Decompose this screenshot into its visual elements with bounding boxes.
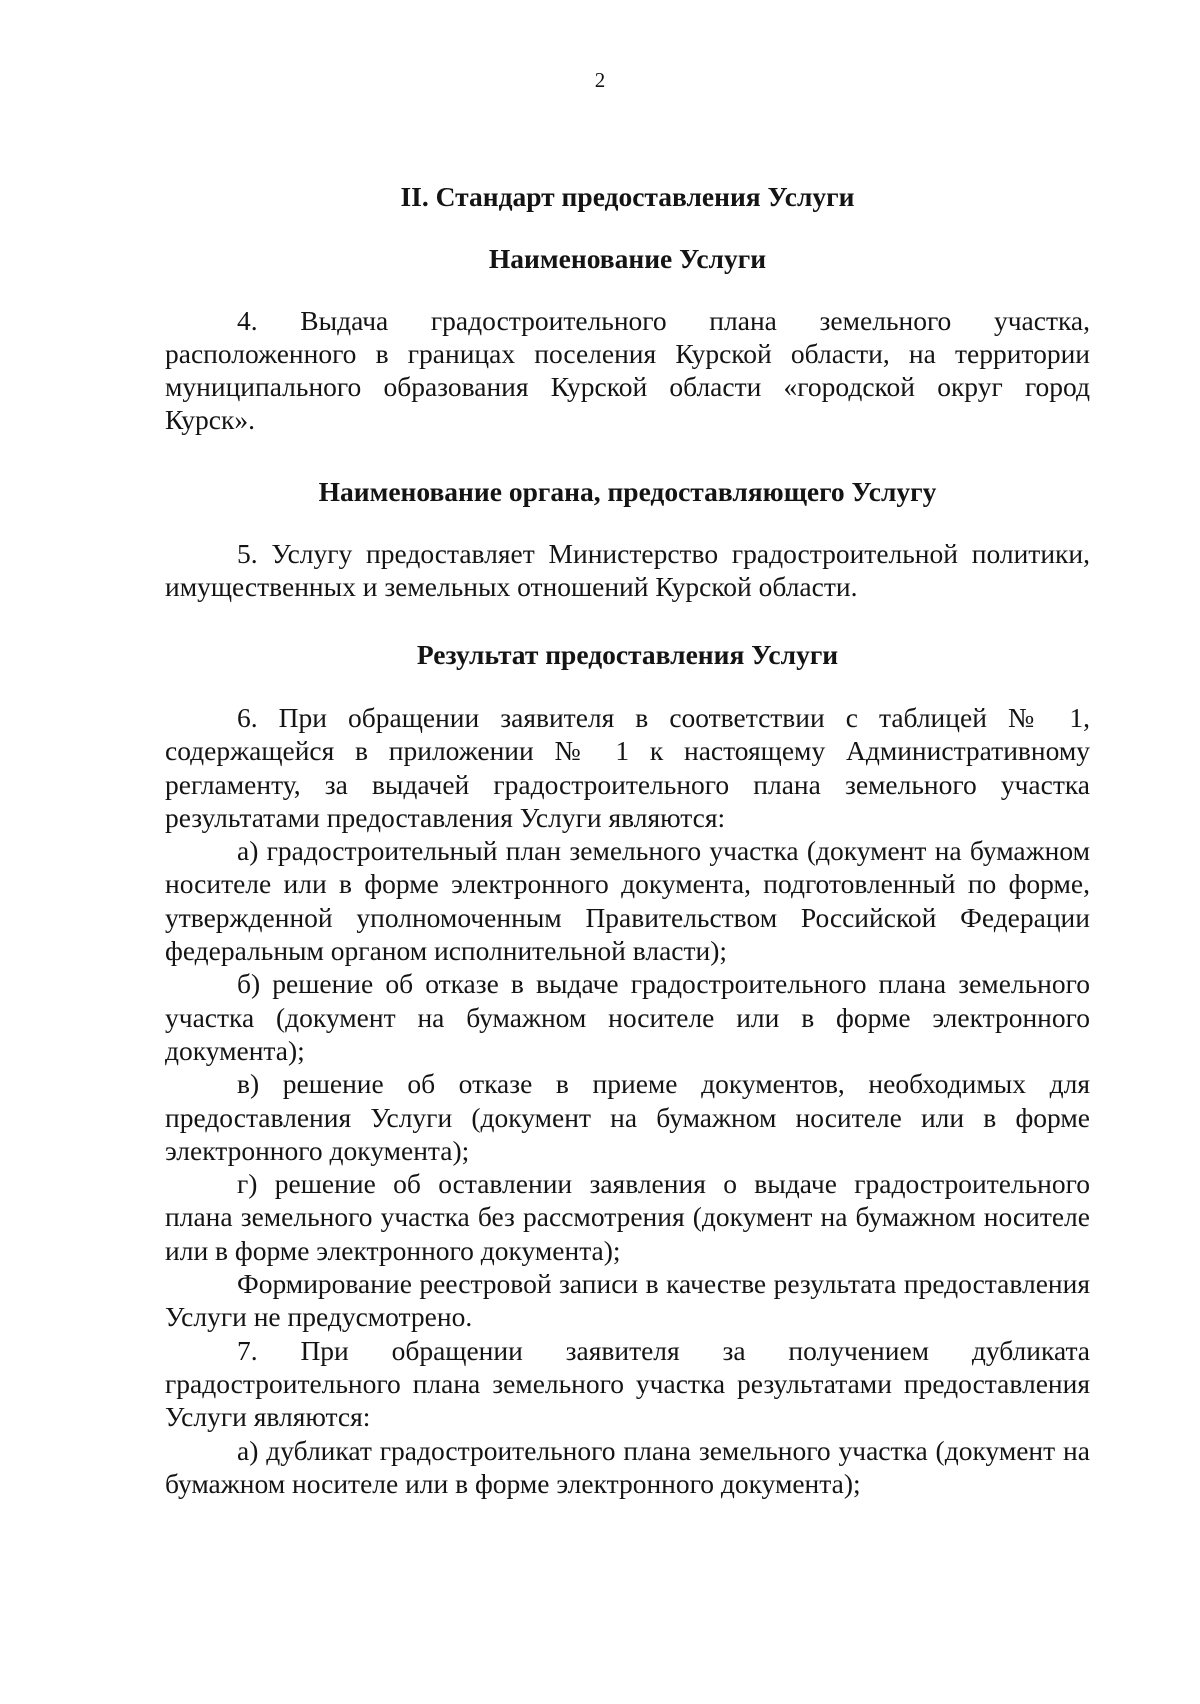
paragraph-7: 7. При обращении заявителя за получением дубликата градостроительного плана земельного участка результатами предоставления Услуги являются: bbox=[165, 1334, 1090, 1433]
heading-authority-name: Наименование органа, предоставляющего Услугу bbox=[318, 475, 937, 507]
heading-result: Результат предоставления Услуги bbox=[416, 638, 839, 670]
paragraph-6-a: а) градостроительный план земельного участка (документ на бумажном носителе или в форме электронного документа, подготовленный по форме, утвержденной уполномоченным Правительством Российской Федерации федеральным органом исполнительной власти); bbox=[165, 835, 1090, 967]
section-title: II. Стандарт предоставления Услуги bbox=[400, 181, 855, 212]
paragraph-6-g: г) решение об оставлении заявления о выдаче градостроительного плана земельного участка без рассмотрения (документ на бумажном носителе или в форме электронного документа); bbox=[165, 1168, 1090, 1266]
paragraph-5: 5. Услугу предоставляет Министерство градостроительной политики, имущественных и земельных отношений Курской области. bbox=[165, 538, 1090, 603]
paragraph-4: 4. Выдача градостроительного плана земельного участка, расположенного в границах поселения Курской области, на территории муниципального образования Курской области «городской округ город Курск». bbox=[165, 304, 1090, 436]
document-body bbox=[165, 180, 1090, 1500]
paragraph-7-a: а) дубликат градостроительного плана земельного участка (документ на бумажном носителе или в форме электронного документа); bbox=[165, 1434, 1090, 1499]
page-number: 2 bbox=[594, 68, 606, 92]
paragraph-6: 6. При обращении заявителя в соответствии с таблицей № 1, содержащейся в приложении № 1 к настоящему Административному регламенту, за выдачей градостроительного плана земельного участка результатами предоставления Услуги являются: bbox=[165, 701, 1090, 833]
heading-service-name: Наименование Услуги bbox=[488, 243, 767, 275]
paragraph-6-v: в) решение об отказе в приеме документов, необходимых для предоставления Услуги (документ на бумажном носителе или в форме электронного документа); bbox=[165, 1068, 1090, 1166]
paragraph-6-b: б) решение об отказе в выдаче градостроительного плана земельного участка (документ на бумажном носителе или в форме электронного документа); bbox=[165, 968, 1090, 1066]
paragraph-6-note: Формирование реестровой записи в качестве результата предоставления Услуги не предусмотрено. bbox=[165, 1268, 1090, 1333]
